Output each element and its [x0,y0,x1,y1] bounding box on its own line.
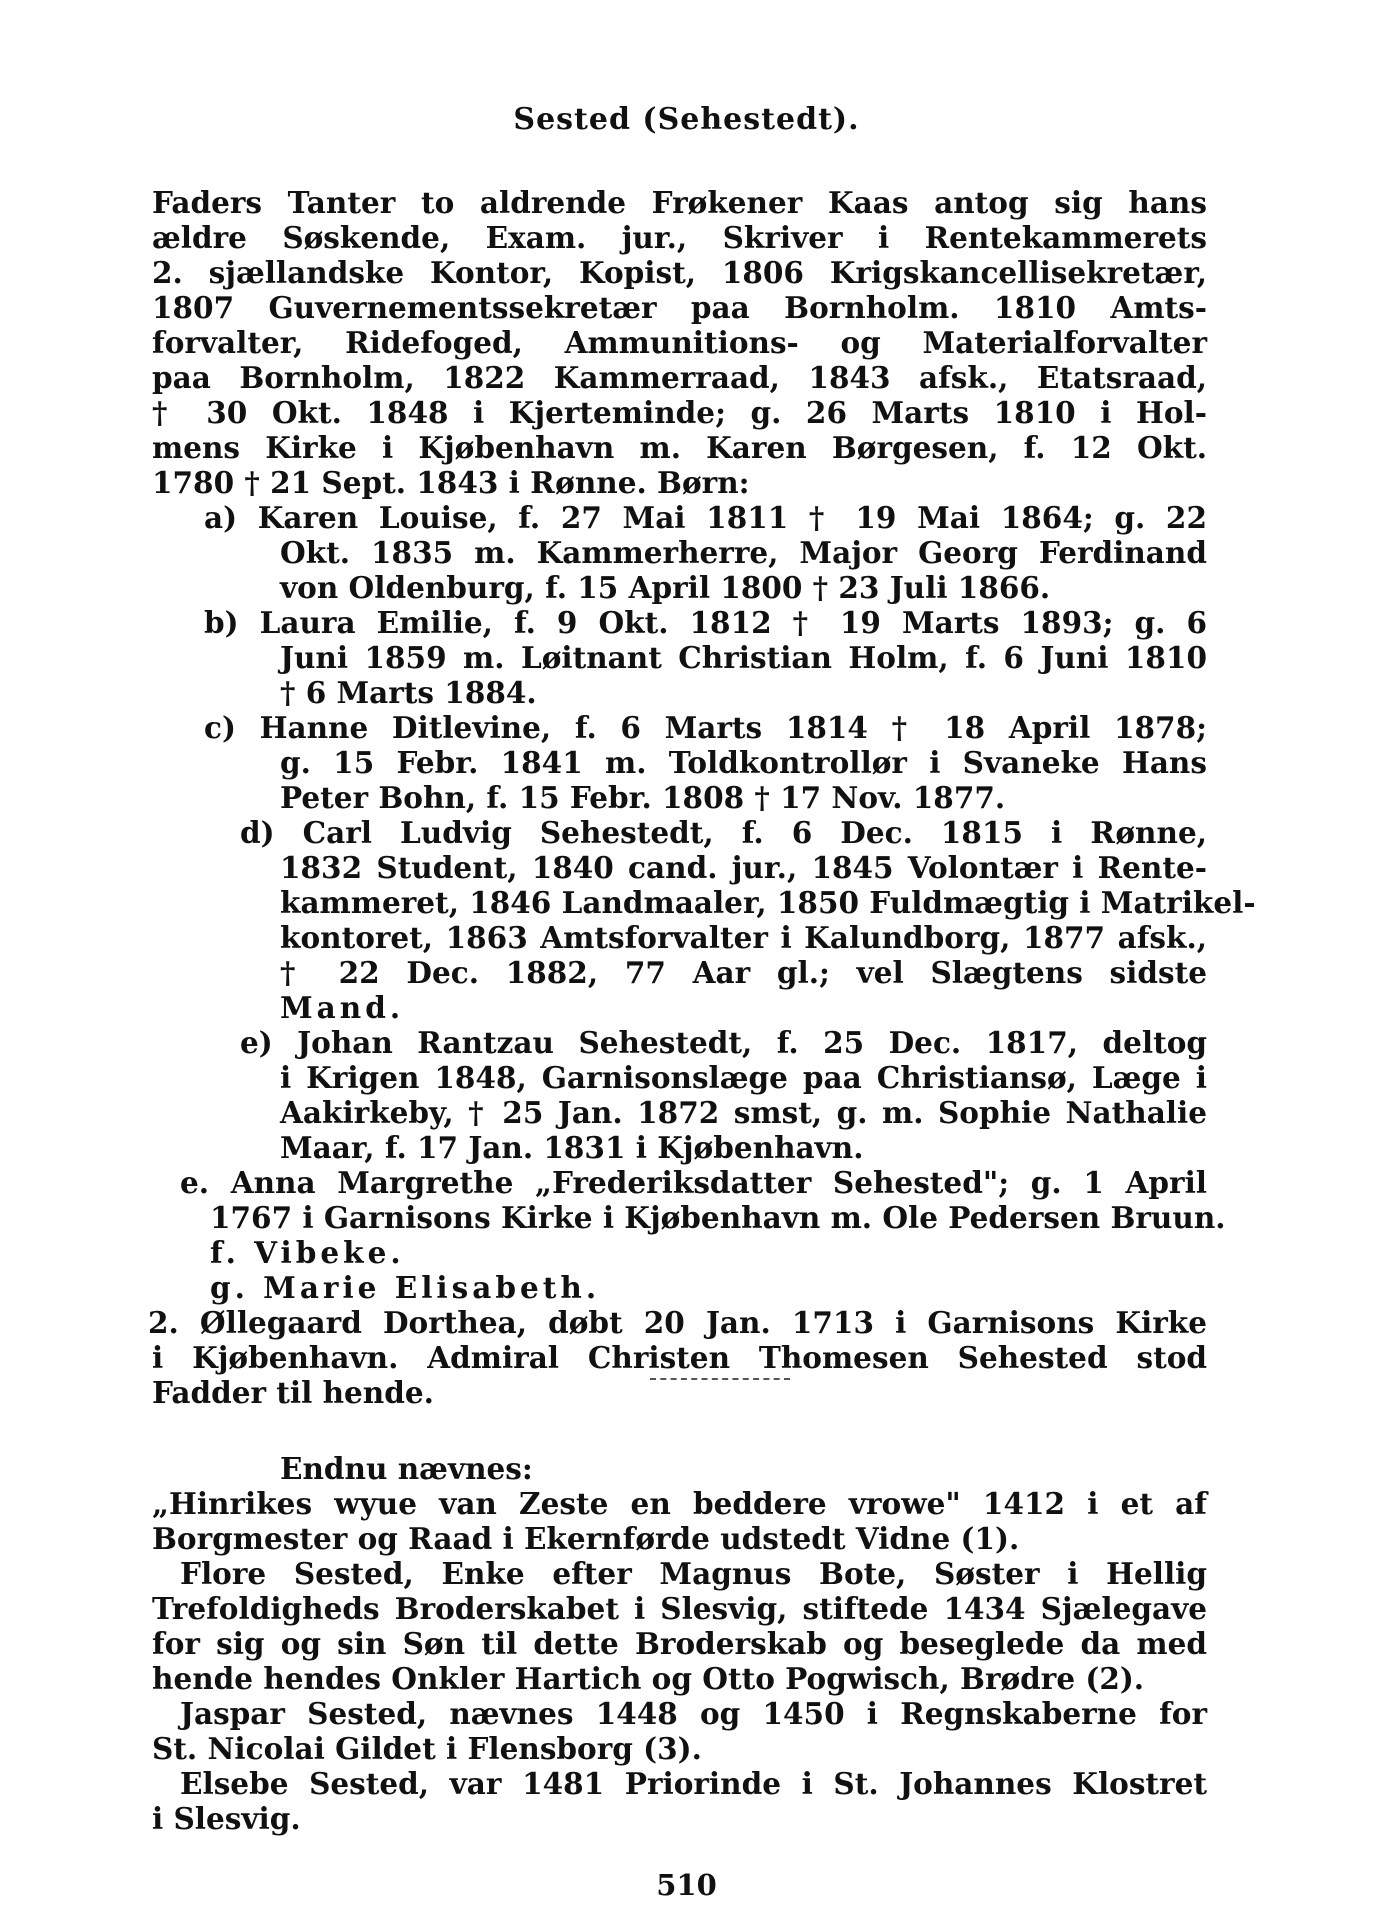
text-line: forvalter, Ridefoged, Ammunitions- og Materialforvalter [152,325,1207,360]
text-line: i Krigen 1848, Garnisonslæge paa Christiansø, Læge i [280,1060,1207,1095]
section-heading: Endnu nævnes: [280,1451,533,1486]
text-line: Faders Tanter to aldrende Frøkener Kaas antog sig hans [152,185,1207,220]
text-line: Peter Bohn, f. 15 Febr. 1808 † 17 Nov. 1877. [280,780,1006,815]
text-line: Trefoldigheds Broderskabet i Slesvig, stiftede 1434 Sjælegave [152,1591,1207,1626]
text-line: paa Bornholm, 1822 Kammerraad, 1843 afsk., Etatsraad, [152,360,1207,395]
text-line: Flore Sested, Enke efter Magnus Bote, Søster i Hellig [180,1556,1207,1591]
text-line: Borgmester og Raad i Ekernførde udstedt Vidne (1). [152,1521,1020,1556]
text-line: Juni 1859 m. Løitnant Christian Holm, f. 6 Juni 1810 [280,640,1207,675]
text-line: mens Kirke i Kjøbenhavn m. Karen Børgesen, f. 12 Okt. [152,430,1207,465]
text-line: St. Nicolai Gildet i Flensborg (3). [152,1731,702,1766]
text-line: i Kjøbenhavn. Admiral Christen Thomesen Sehested stod [152,1340,1207,1375]
text-line: kammeret, 1846 Landmaaler, 1850 Fuldmægtig i Matrikel- [280,885,1256,920]
text-line: kontoret, 1863 Amtsforvalter i Kalundborg, 1877 afsk., [280,920,1207,955]
text-line: Jaspar Sested, nævnes 1448 og 1450 i Regnskaberne for [180,1696,1207,1731]
text-line: g. Marie Elisabeth. [210,1270,601,1305]
text-line: b) Laura Emilie, f. 9 Okt. 1812 † 19 Marts 1893; g. 6 [204,605,1207,640]
text-line: hende hendes Onkler Hartich og Otto Pogwisch, Brødre (2). [152,1661,1145,1696]
text-line: for sig og sin Søn til dette Broderskab og beseglede da med [152,1626,1207,1661]
text-line: 2. Øllegaard Dorthea, døbt 20 Jan. 1713 i Garnisons Kirke [148,1305,1207,1340]
text-line: e. Anna Margrethe „Frederiksdatter Sehested"; g. 1 April [180,1165,1207,1200]
text-line: 1832 Student, 1840 cand. jur., 1845 Volontær i Rente- [280,850,1207,885]
text-line: a) Karen Louise, f. 27 Mai 1811 † 19 Mai 1864; g. 22 [204,500,1207,535]
text-line: Okt. 1835 m. Kammerherre, Major Georg Ferdinand [280,535,1207,570]
text-line: c) Hanne Ditlevine, f. 6 Marts 1814 † 18 April 1878; [204,710,1207,745]
page-number: 510 [656,1868,717,1902]
text-line: i Slesvig. [152,1801,301,1836]
text-line: 1807 Guvernementssekretær paa Bornholm. 1810 Amts- [152,290,1207,325]
text-line: 1767 i Garnisons Kirke i Kjøbenhavn m. Ole Pedersen Bruun. [210,1200,1226,1235]
text-line: ældre Søskende, Exam. jur., Skriver i Rentekammerets [152,220,1207,255]
text-line: † 30 Okt. 1848 i Kjerteminde; g. 26 Marts 1810 i Hol- [152,395,1207,430]
text-line: von Oldenburg, f. 15 April 1800 † 23 Juli 1866. [280,570,1051,605]
text-line: † 22 Dec. 1882, 77 Aar gl.; vel Slægtens sidste [280,955,1207,990]
text-line: Maar, f. 17 Jan. 1831 i Kjøbenhavn. [280,1130,864,1165]
text-line: Elsebe Sested, var 1481 Priorinde i St. Johannes Klostret [180,1766,1207,1801]
text-line: d) Carl Ludvig Sehestedt, f. 6 Dec. 1815 i Rønne, [240,815,1207,850]
text-line: e) Johan Rantzau Sehestedt, f. 25 Dec. 1817, deltog [240,1025,1207,1060]
text-line: † 6 Marts 1884. [280,675,537,710]
text-line: „Hinrikes wyue van Zeste en beddere vrowe" 1412 i et af [152,1486,1207,1521]
section-divider [650,1378,790,1380]
page-header: Sested (Sehestedt). [513,102,860,137]
text-line: Aakirkeby, † 25 Jan. 1872 smst, g. m. Sophie Nathalie [280,1095,1207,1130]
text-line: Fadder til hende. [152,1375,434,1410]
text-line: Mand. [280,990,405,1025]
text-line: f. Vibeke. [210,1235,405,1270]
text-line: 2. sjællandske Kontor, Kopist, 1806 Krigskancellisekretær, [152,255,1207,290]
text-line: g. 15 Febr. 1841 m. Toldkontrollør i Svaneke Hans [280,745,1207,780]
text-line: 1780 † 21 Sept. 1843 i Rønne. Børn: [152,465,750,500]
